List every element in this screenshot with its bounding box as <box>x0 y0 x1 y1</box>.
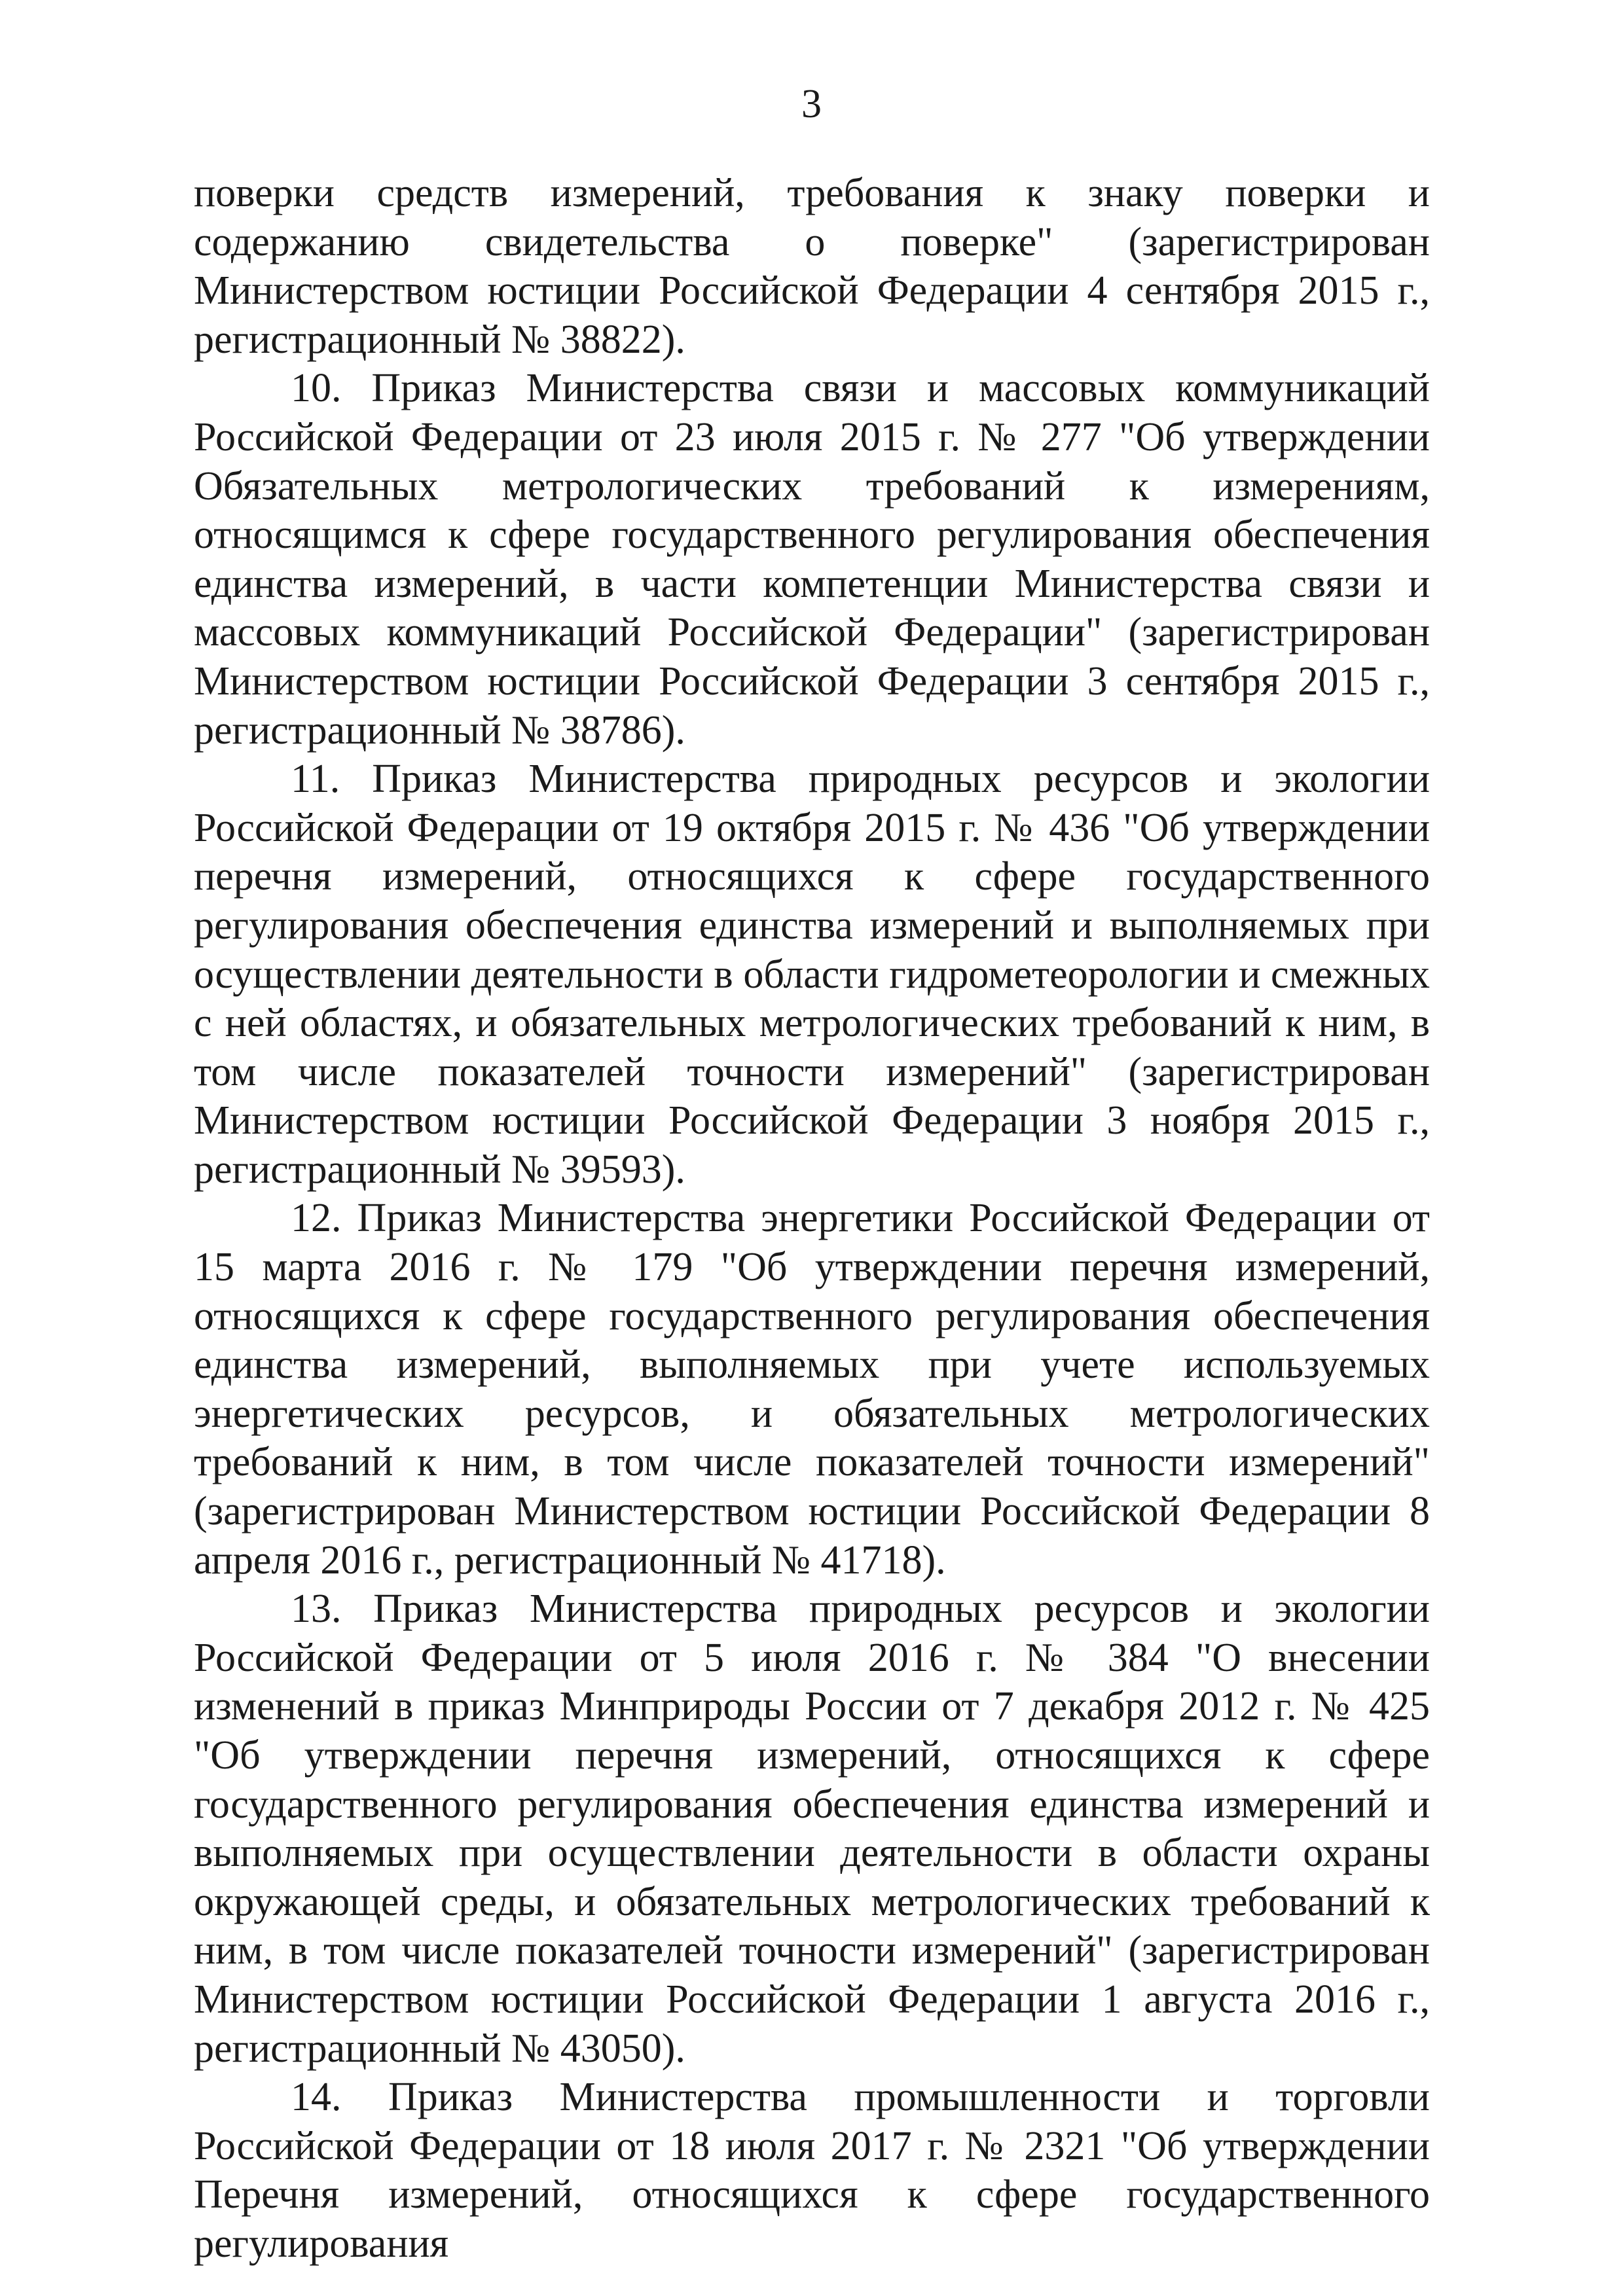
paragraph-item-14: 14. Приказ Министерства промышленности и торговли Российской Федерации от 18 июля 2017 г. № 2321 "Об утверждении Перечня измерений, относящихся к сфере государственного регулирования <box>194 2075 1430 2266</box>
paragraph-item-12: 12. Приказ Министерства энергетики Российской Федерации от 15 марта 2016 г. № 179 "Об утверждении перечня измерений, относящихся к сфере государственного регулирования обеспечения единства измерений, выполняемых при учете используемых энергетических ресурсов, и обязательных метрологических требований к ним, в том числе показателей точности измерений" (зарегистрирован Министерством юстиции Российской Федерации 8 апреля 2016 г., регистрационный № 41718). <box>194 1196 1430 1583</box>
document-body <box>194 169 1430 2269</box>
paragraph-item-10: 10. Приказ Министерства связи и массовых коммуникаций Российской Федерации от 23 июля 2015 г. № 277 "Об утверждении Обязательных метрологических требований к измерениям, относящимся к сфере государственного регулирования обеспечения единства измерений, в части компетенции Министерства связи и массовых коммуникаций Российской Федерации" (зарегистрирован Министерством юстиции Российской Федерации 3 сентября 2015 г., регистрационный № 38786). <box>194 366 1430 753</box>
paragraph-continuation: поверки средств измерений, требования к знаку поверки и содержанию свидетельства о поверке" (зарегистрирован Министерством юстиции Российской Федерации 4 сентября 2015 г., регистрационный № 38822). <box>194 171 1430 362</box>
page-number: 3 <box>801 82 822 126</box>
paragraph-item-11: 11. Приказ Министерства природных ресурсов и экологии Российской Федерации от 19 октября 2015 г. № 436 "Об утверждении перечня измерений, относящихся к сфере государственного регулирования обеспечения единства измерений и выполняемых при осуществлении деятельности в области гидрометеорологии и смежных с ней областях, и обязательных метрологических требований к ним, в том числе показателей точности измерений" (зарегистрирован Министерством юстиции Российской Федерации 3 ноября 2015 г., регистрационный № 39593). <box>194 757 1430 1192</box>
paragraph-item-13: 13. Приказ Министерства природных ресурсов и экологии Российской Федерации от 5 июля 2016 г. № 384 "О внесении изменений в приказ Минприроды России от 7 декабря 2012 г. № 425 "Об утверждении перечня измерений, относящихся к сфере государственного регулирования обеспечения единства измерений и выполняемых при осуществлении деятельности в области охраны окружающей среды, и обязательных метрологических требований к ним, в том числе показателей точности измерений" (зарегистрирован Министерством юстиции Российской Федерации 1 августа 2016 г., регистрационный № 43050). <box>194 1587 1430 2071</box>
